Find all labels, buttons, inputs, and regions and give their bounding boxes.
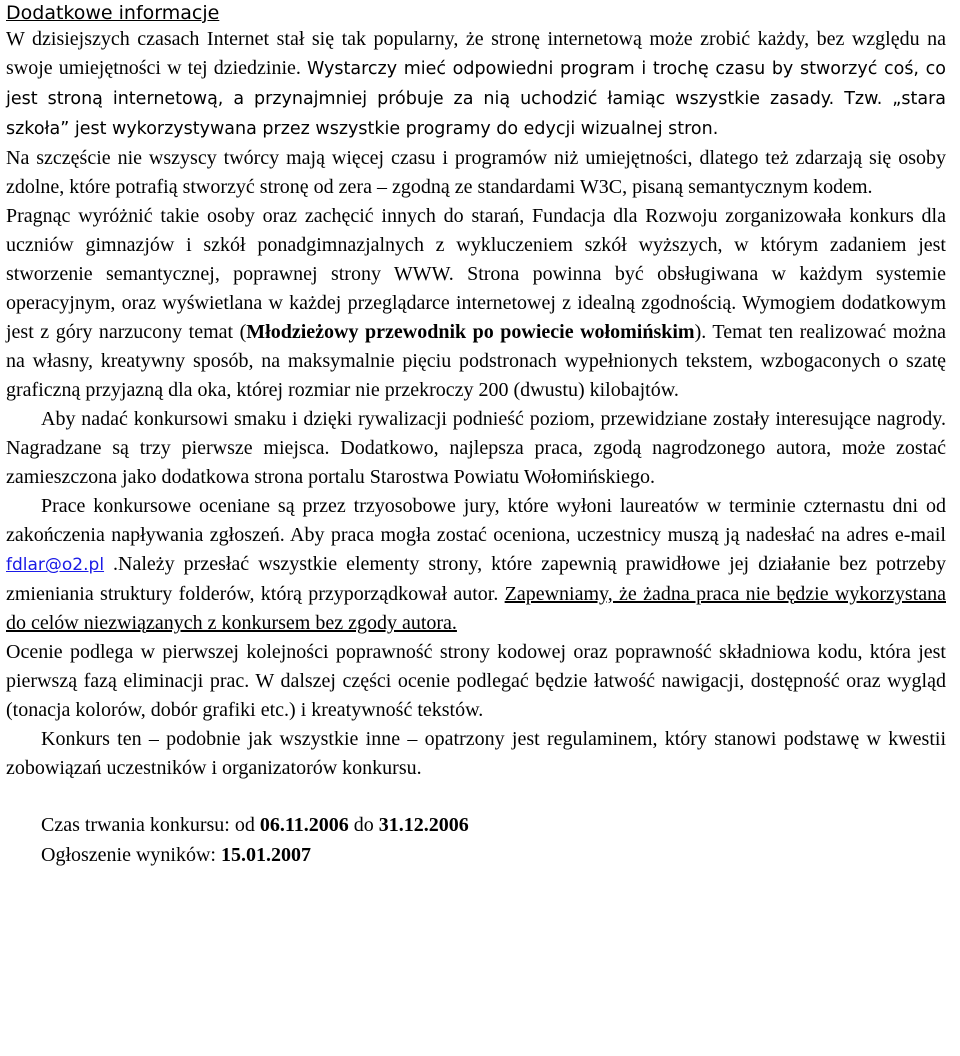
paragraph-jury [6, 492, 946, 638]
section-heading: Dodatkowe informacje [6, 2, 220, 24]
paragraph-contest [6, 202, 946, 405]
duration-line [41, 810, 946, 840]
duration-label: Czas trwania konkursu: od [41, 814, 260, 836]
paragraph-jury-middle: .Należy przesłać wszystkie elementy strony, które zapewnią prawidłowe jej działanie bez potrzeby zmieniania struktury folderów, którą przyporządkował autor. [6, 553, 946, 605]
document-page [6, 0, 946, 870]
email-link[interactable]: fdlar@o2.pl [6, 555, 105, 575]
start-date: 06.11.2006 [259, 814, 349, 836]
paragraph-internet-sans: Wystarczy mieć odpowiedni program i trochę czasu by stworzyć coś, co jest stroną internetową, a przynajmniej próbuje za nią uchodzić łamiąc wszystkie zasady. Tzw. „stara szkoła” jest wykorzystywana przez wszystkie programy do edycji wizualnej stron. [6, 59, 946, 139]
contest-dates [6, 810, 946, 870]
paragraph-creators: Na szczęście nie wszyscy twórcy mają więcej czasu i programów niż umiejętności, dlatego też zdarzają się osoby zdolne, które potrafią stworzyć stronę od zera – zgodną ze standardami W3C, pisaną semantycznym kodem. [6, 147, 946, 198]
paragraph-rules: Konkurs ten – podobnie jak wszystkie inne – opatrzony jest regulaminem, który stanowi podstawę w kwestii zobowiązań uczestników i organizatorów konkursu. [6, 728, 946, 779]
contest-topic: Młodzieżowy przewodnik po powiecie wołomińskim [246, 321, 695, 343]
paragraph-jury-start: Prace konkursowe oceniane są przez trzyosobowe jury, które wyłoni laureatów w terminie czternastu dni od zakończenia napływania zgłoszeń. Aby praca mogła zostać oceniona, uczestnicy muszą ją nadesłać na adres e-mail [6, 495, 946, 546]
paragraph-contest-end: ). Temat ten realizować można na własny, kreatywny sposób, na maksymalnie pięciu podstronach wypełnionych tekstem, wzbogaconych o szatę graficzną przyjazną dla oka, której rozmiar nie przekroczy 200 (dwustu) kilobajtów. [6, 321, 947, 401]
paragraph-prizes: Aby nadać konkursowi smaku i dzięki rywalizacji podnieść poziom, przewidziane zostały interesujące nagrody. Nagradzane są trzy pierwsze miejsca. Dodatkowo, najlepsza praca, zgodą nagrodzonego autora, może zostać zamieszczona jako dodatkowa strona portalu Starostwa Powiatu Wołomińskiego. [6, 408, 946, 488]
paragraph-contest-start: Pragnąc wyróżnić takie osoby oraz zachęcić innych do starań, Fundacja dla Rozwoju zorganizowała konkurs dla uczniów gimnazjów i szkół ponadgimnazjalnych z wykluczeniem szkół wyższych, w którym zadaniem jest stworzenie semantycznej, poprawnej strony WWW. Strona powinna być obsługiwana w każdym systemie operacyjnym, oraz wyświetlana w każdej przeglądarce internetowej z idealną zgodnością. Wymogiem dodatkowym jest z góry narzucony temat ( [6, 205, 946, 343]
paragraph-evaluation: Ocenie podlega w pierwszej kolejności poprawność strony kodowej oraz poprawność składniowa kodu, która jest pierwszą fazą eliminacji prac. W dalszej części ocenie podlegać będzie łatwość nawigacji, dostępność oraz wygląd (tonacja kolorów, dobór grafiki etc.) i kreatywność tekstów. [6, 641, 946, 721]
paragraph-internet [6, 25, 946, 144]
results-label: Ogłoszenie wyników: [41, 844, 221, 866]
duration-to: do [348, 814, 379, 836]
paragraph-jury-guarantee: Zapewniamy, że żadna praca nie będzie wykorzystana do celów niezwiązanych z konkursem bez zgody autora. [6, 583, 946, 634]
results-date: 15.01.2007 [220, 844, 311, 866]
paragraph-internet-serif: W dzisiejszych czasach Internet stał się tak popularny, że stronę internetową może zrobić każdy, bez względu na swoje umiejętności w tej dziedzinie. [6, 28, 946, 79]
results-line [41, 840, 946, 870]
end-date: 31.12.2006 [378, 814, 469, 836]
